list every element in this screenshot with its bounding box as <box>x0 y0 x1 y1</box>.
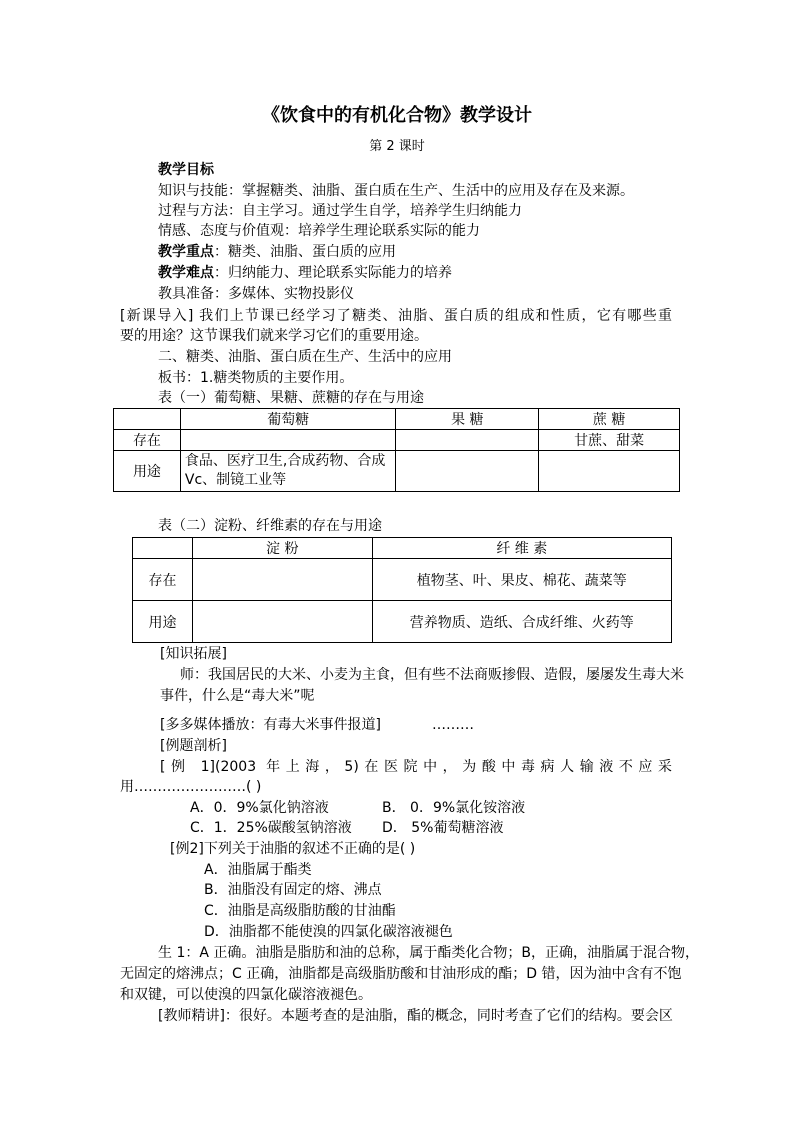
table2-header-row <box>133 538 672 559</box>
example1-option-c: C．1．25%碳酸氢钠溶液 <box>190 820 352 836</box>
table2-cell <box>192 601 372 643</box>
difficulty-point <box>158 263 452 283</box>
table2-header-empty <box>133 538 193 559</box>
example2-option-a: A．油脂属于酯类 <box>204 862 312 878</box>
media-note: [多多媒体播放：有毒大米事件报道] <box>160 717 381 733</box>
intro-line-1: [新课导入] 我们上节课已经学习了糖类、油脂、蛋白质的组成和性质，它有哪些重 <box>120 308 672 324</box>
table1-row-label: 用途 <box>114 451 181 492</box>
media-dots: ……… <box>432 717 474 733</box>
board-note: 板书：1.糖类物质的主要作用。 <box>158 370 354 386</box>
section-heading: 二、糖类、油脂、蛋白质在生产、生活中的应用 <box>158 349 452 365</box>
table2-row-uses <box>133 601 672 643</box>
table1-caption: 表（一）葡萄糖、果糖、蔗糖的存在与用途 <box>158 390 424 406</box>
example2-option-b: B．油脂没有固定的熔、沸点 <box>204 882 382 898</box>
student-answer-line2: 无固定的熔沸点；C 正确，油脂都是高级脂肪酸和甘油形成的酯；D 错，因为油中含有不饱 <box>120 966 682 982</box>
process-objective: 过程与方法：自主学习。通过学生自学，培养学生归纳能力 <box>158 203 522 219</box>
table1-header-row <box>114 409 680 430</box>
objectives-heading: 教学目标 <box>158 162 214 178</box>
table1-cell <box>180 451 396 492</box>
example-heading: [例题剖析] <box>160 738 227 754</box>
example1-option-d: D． 5%葡萄糖溶液 <box>382 820 504 836</box>
example1-option-a: A．0．9%氯化钠溶液 <box>190 800 329 816</box>
table1-header-fructose: 果 糖 <box>396 409 539 430</box>
teacher-line-1: 师：我国居民的大米、小麦为主食，但有些不法商贩掺假、造假，屡屡发生毒大米 <box>180 667 684 683</box>
table-sugars <box>113 408 680 492</box>
example1-question-line1: [例 1](2003 年上海，5)在医院中，为酸中毒病人输液不应采 <box>160 759 672 775</box>
teacher-comment: [教师精讲]：很好。本题考查的是油脂，酯的概念，同时考查了它们的结构。要会区 <box>158 1008 673 1024</box>
example1-question-line2: 用……………………( ) <box>120 779 262 795</box>
extend-heading: [知识拓展] <box>160 646 227 662</box>
table1-cell <box>396 430 539 451</box>
example2-option-d: D．油脂都不能使溴的四氯化碳溶液褪色 <box>204 924 453 940</box>
key-point-label: 教学重点 <box>158 244 214 260</box>
table2-caption: 表（二）淀粉、纤维素的存在与用途 <box>158 518 382 534</box>
table2-cell: 植物茎、叶、果皮、棉花、蔬菜等 <box>372 559 671 601</box>
table2-header-starch: 淀 粉 <box>192 538 372 559</box>
intro-line-2: 要的用途？这节课我们就来学习它们的重要用途。 <box>120 328 428 344</box>
emotion-objective: 情感、态度与价值观：培养学生理论联系实际的能力 <box>158 223 480 239</box>
example1-option-b: B． 0．9%氯化铵溶液 <box>382 800 526 816</box>
key-point <box>158 242 396 262</box>
table2-cell: 营养物质、造纸、合成纤维、火药等 <box>372 601 671 643</box>
lesson-subtitle: 第 2 课时 <box>369 139 425 154</box>
difficulty-text: ：归纳能力、理论联系实际能力的培养 <box>214 265 452 281</box>
table2-row-existence <box>133 559 672 601</box>
teacher-line-2: 事件，什么是“毒大米”呢 <box>160 688 315 704</box>
table2-header-cellulose: 纤 维 素 <box>372 538 671 559</box>
difficulty-label: 教学难点 <box>158 265 214 281</box>
table1-row-uses <box>114 451 680 492</box>
student-answer-line1: 生 1：A 正确。油脂是脂肪和油的总称，属于酯类化合物；B，正确，油脂属于混合物， <box>158 945 699 961</box>
table2-row-label: 用途 <box>133 601 193 643</box>
table1-row-existence <box>114 430 680 451</box>
table1-cell <box>396 451 539 492</box>
table1-cell: 甘蔗、甜菜 <box>539 430 680 451</box>
example2-question: [例2]下列关于油脂的叙述不正确的是( ) <box>170 841 416 857</box>
table1-glucose-uses-line2: Vc、制镜工业等 <box>184 472 287 488</box>
key-point-text: ：糖类、油脂、蛋白质的应用 <box>214 244 396 260</box>
knowledge-objective: 知识与技能：掌握糖类、油脂、蛋白质在生产、生活中的应用及存在及来源。 <box>158 183 634 199</box>
table1-cell <box>180 430 396 451</box>
table1-header-empty <box>114 409 181 430</box>
table1-row-label: 存在 <box>114 430 181 451</box>
table1-header-sucrose: 蔗 糖 <box>539 409 680 430</box>
example2-option-c: C．油脂是高级脂肪酸的甘油酯 <box>204 903 396 919</box>
table2-cell <box>192 559 372 601</box>
table2-row-label: 存在 <box>133 559 193 601</box>
table-starch-cellulose <box>132 537 672 643</box>
table1-cell <box>539 451 680 492</box>
teaching-tools: 教具准备：多媒体、实物投影仪 <box>158 286 354 302</box>
student-answer-line3: 和双键，可以使溴的四氯化碳溶液褪色。 <box>120 987 372 1003</box>
table1-header-glucose: 葡萄糖 <box>180 409 396 430</box>
table1-glucose-uses-line1: 食品、医疗卫生,合成药物、合成 <box>184 453 386 469</box>
document-title: 《饮食中的有机化合物》教学设计 <box>262 105 532 126</box>
